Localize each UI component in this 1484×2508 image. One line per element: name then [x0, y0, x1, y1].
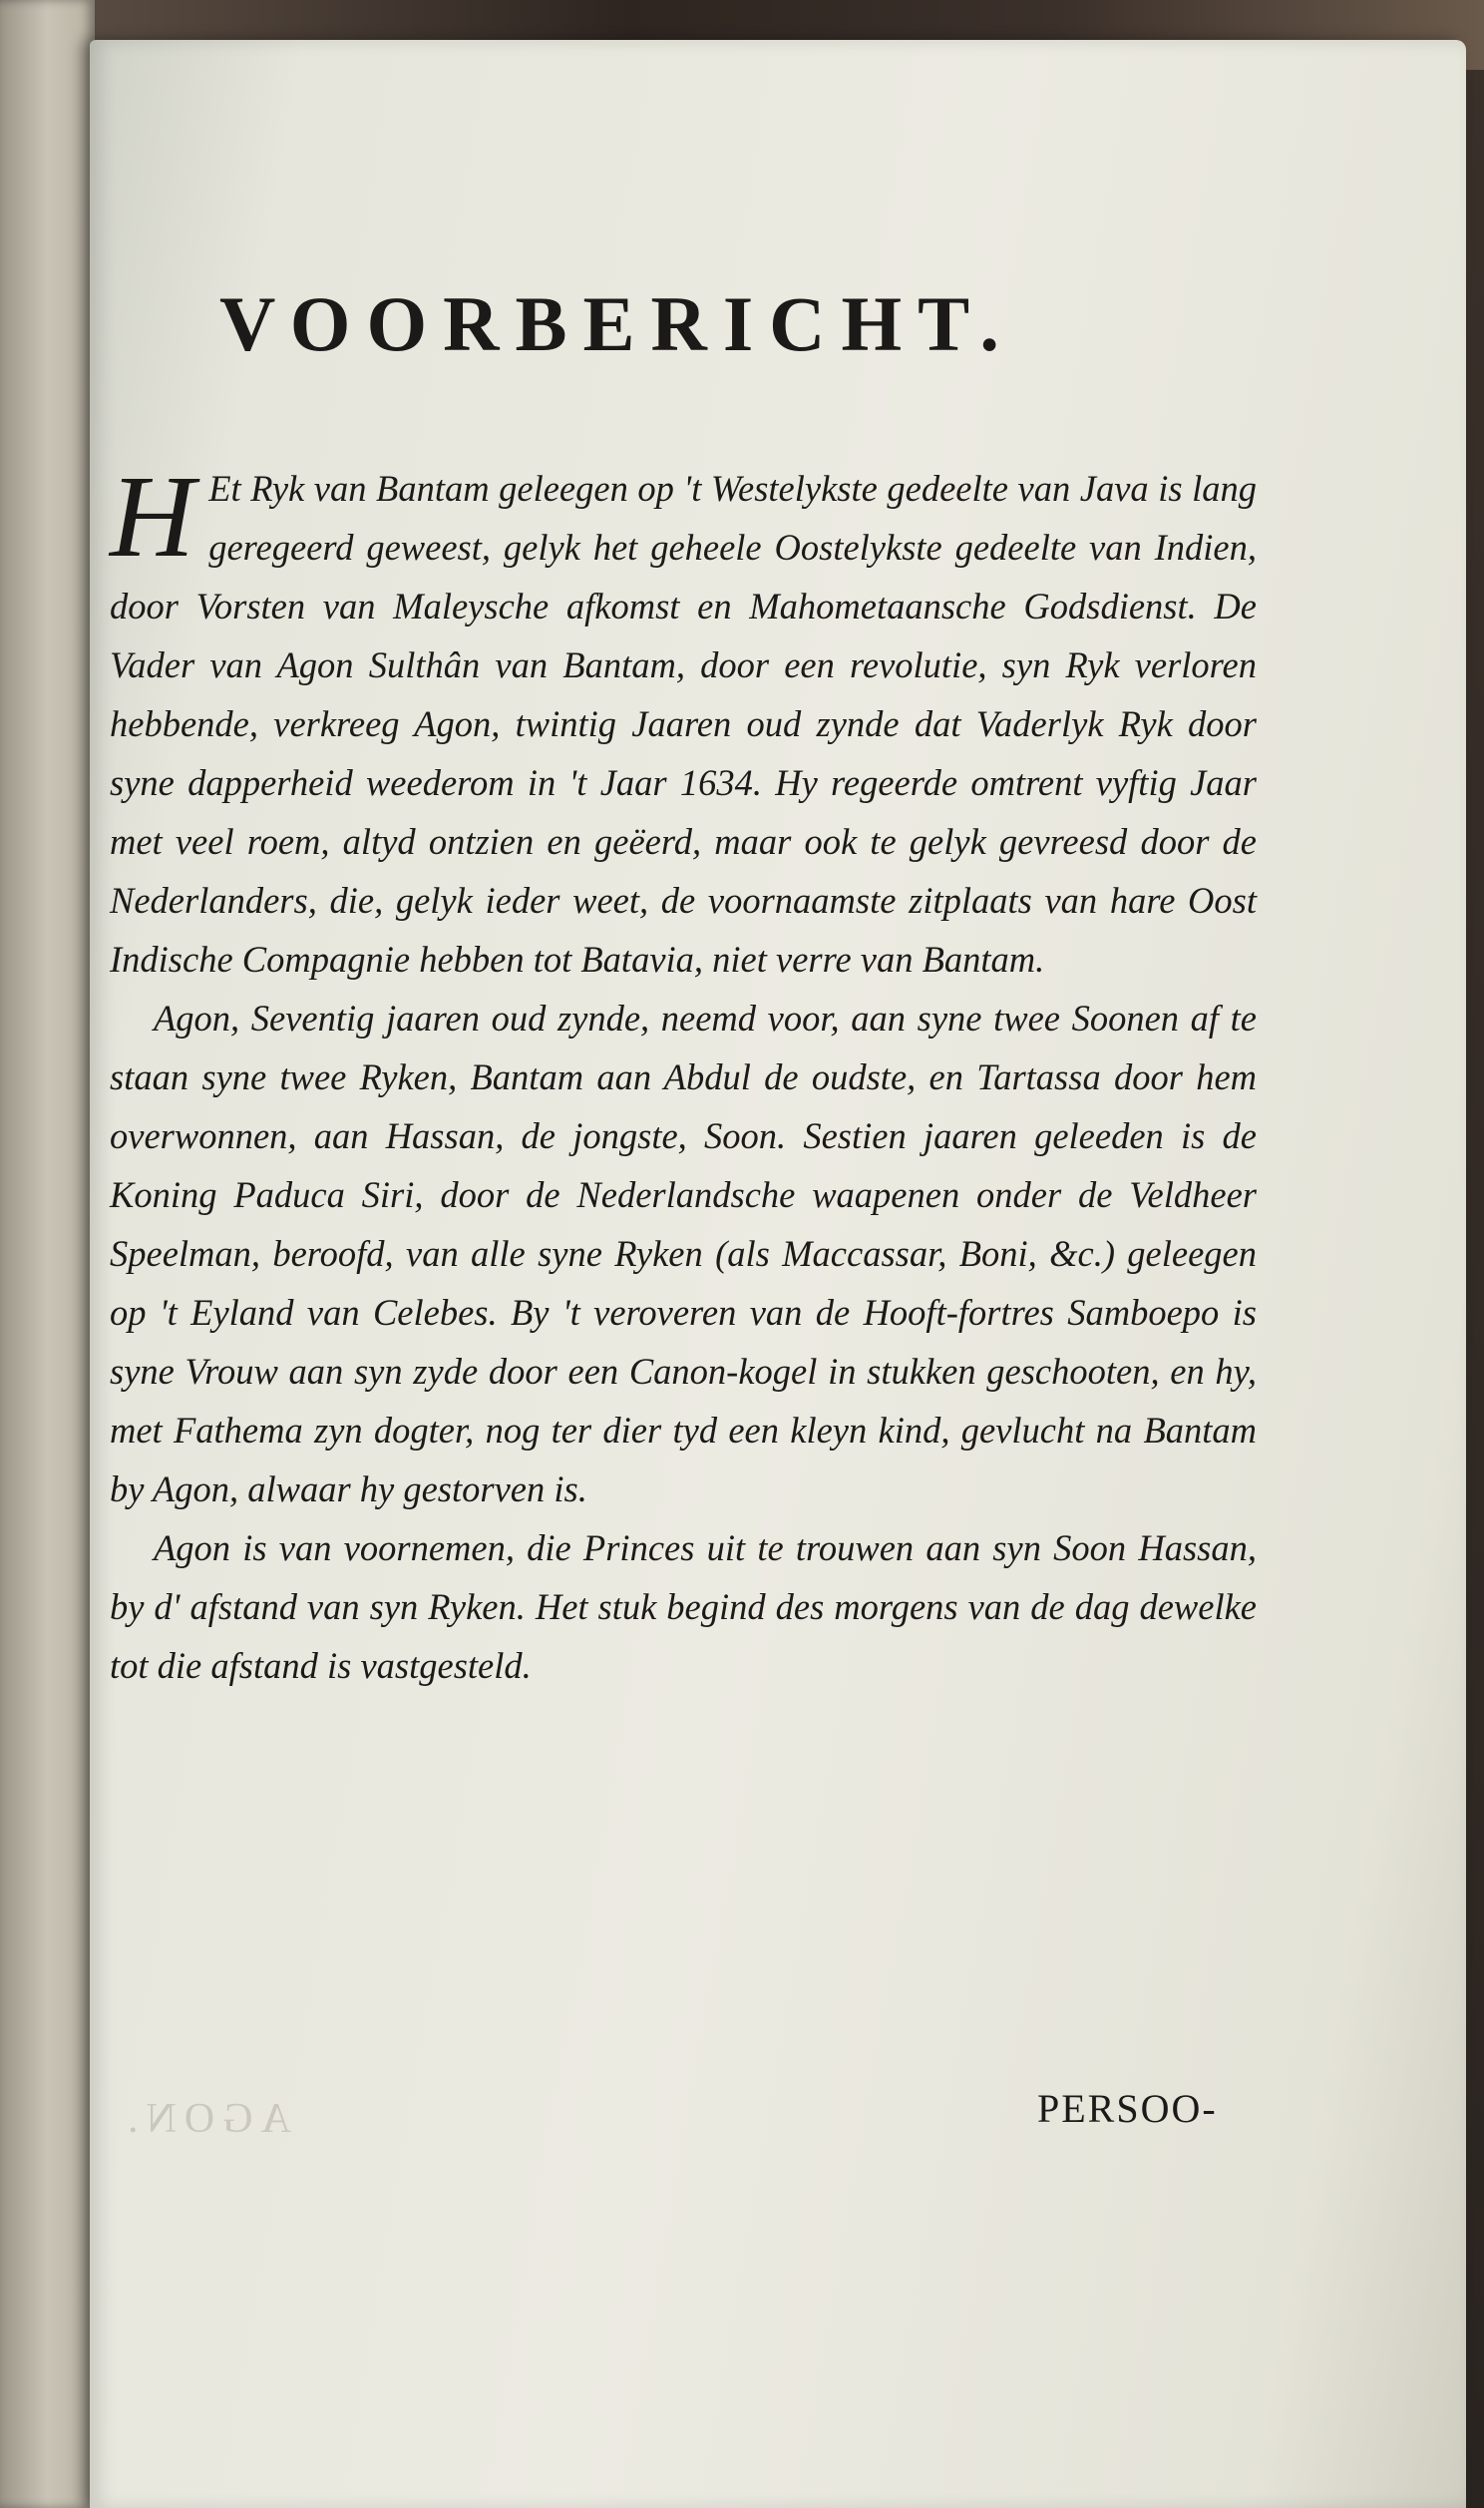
paragraph-3: Agon is van voornemen, die Princes uit te trouwen aan syn Soon Hassan, by d' afstand van syn Ryken. Het stuk begind des morgens van de dag dewelke tot die afstand is vastgesteld. [110, 1527, 1257, 1686]
book-page [90, 40, 1466, 2508]
page-title: VOORBERICHT. [219, 280, 1015, 367]
paragraph-2: Agon, Seventig jaaren oud zynde, neemd voor, aan syne twee Soonen af te staan syne twee Ryken, Bantam aan Abdul de oudste, en Tartassa door hem overwonnen, aan Hassan, de jongste, Soon. Sestien jaaren geleeden is de Koning Paduca Siri, door de Nederlandsche waapenen onder de Veldheer Speelman, beroofd, van alle syne Ryken (als Maccassar, Boni, &c.) geleegen op 't Eyland van Celebes. By 't veroveren van de Hooft-fortres Samboepo is syne Vrouw aan syn zyde door een Canon-kogel in stukken geschooten, en hy, met Fathema zyn dogter, nog ter dier tyd een kleyn kind, gevlucht na Bantam by Agon, alwaar hy gestorven is. [110, 998, 1257, 1509]
bleed-through-text: AGON. [120, 2096, 291, 2142]
drop-cap: H [110, 451, 195, 582]
paragraph-1 [110, 451, 1257, 989]
catchword: PERSOO- [1037, 2086, 1218, 2131]
paragraph-1-text: Et Ryk van Bantam geleegen op 't Westelykste gedeelte van Java is lang geregeerd geweest, gelyk het geheele Oostelykste gedeelte van Indien, door Vorsten van Maleysche afkomst en Mahometaansche Godsdienst. De Vader van Agon Sulthân van Bantam, door een revolutie, syn Ryk verloren hebbende, verkreeg Agon, twintig Jaaren oud zynde dat Vaderlyk Ryk door syne dapperheid weederom in 't Jaar 1634. Hy regeerde omtrent vyftig Jaar met veel roem, altyd ontzien en geëerd, maar ook te gelyk gevreesd door de Nederlanders, die, gelyk ieder weet, de voornaamste zitplaats van hare Oost Indische Compagnie hebben tot Batavia, niet verre van Bantam. [110, 468, 1257, 980]
left-page-edge [0, 0, 95, 2508]
page-body [110, 451, 1257, 1695]
